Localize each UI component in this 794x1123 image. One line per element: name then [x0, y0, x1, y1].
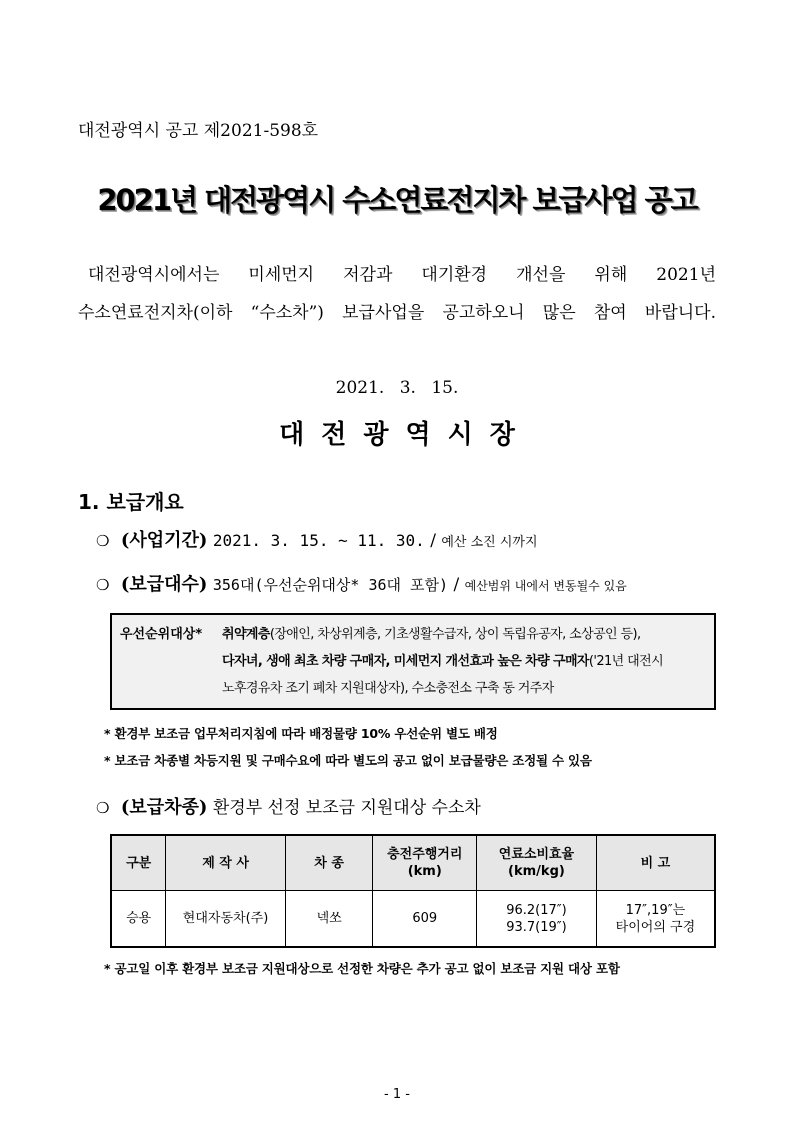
quantity-label: (보급대수) [120, 574, 208, 595]
cell-efficiency [477, 891, 597, 948]
header-efficiency [477, 835, 597, 891]
priority-line1: (장애인, 차상위계층, 기초생활수급자, 상이 독립유공자, 소상공인 등), [269, 627, 641, 642]
project-period-item [96, 526, 538, 552]
header-range-line1: 충전주행거리 [387, 847, 463, 862]
period-separator: / [430, 531, 436, 551]
section-heading: 1. 보급개요 [78, 490, 184, 514]
header-range-line2: (km) [407, 864, 442, 879]
priority-target-box [110, 613, 716, 710]
table-header-row [111, 835, 715, 891]
period-note: 예산 소진 시까지 [441, 535, 538, 550]
vehicle-type-label: (보급차종) [120, 797, 208, 818]
quantity-separator: / [453, 575, 460, 595]
circle-bullet-icon: ❍ [96, 576, 110, 594]
supply-quantity-item [96, 570, 627, 596]
issuer-name: 대전광역시장 [279, 420, 532, 450]
cell-range: 609 [373, 891, 477, 948]
cell-efficiency-line2: 93.7(19″) [506, 919, 567, 935]
header-category: 구분 [111, 835, 166, 891]
header-range [373, 835, 477, 891]
vehicle-table [110, 834, 716, 948]
period-value: 2021. 3. 15. ~ 11. 30. [212, 531, 425, 550]
period-label: (사업기간) [120, 530, 208, 551]
cell-category: 승용 [111, 891, 166, 948]
header-remark: 비 고 [596, 835, 715, 891]
quantity-value: 356대(우선순위대상* 36대 포함) [212, 576, 449, 594]
quantity-note: 예산범위 내에서 변동될수 있음 [464, 579, 627, 593]
cell-efficiency-line1: 96.2(17″) [506, 902, 567, 918]
cell-maker: 현대자동차(주) [166, 891, 286, 948]
cell-remark [596, 891, 715, 948]
page-number: - 1 - [384, 1087, 410, 1102]
notice-date: 2021. 3. 15. [335, 378, 459, 398]
priority-description [222, 621, 714, 702]
table-footnote: * 공고일 이후 환경부 보조금 지원대상으로 선정한 차량은 추가 공고 없이 보조금 지원 대상 포함 [104, 961, 620, 976]
circle-bullet-icon: ❍ [96, 532, 110, 550]
priority-label: 우선순위대상* [120, 627, 203, 642]
header-model: 차 종 [285, 835, 373, 891]
table-row [111, 891, 715, 948]
intro-line-1: 대전광역시에서는 미세먼지 저감과 대기환경 개선을 위해 2021년 [88, 265, 716, 285]
notice-number: 대전광역시 공고 제2021-598호 [78, 121, 319, 141]
cell-remark-line1: 17″,19″는 [625, 902, 686, 918]
footnote-2: * 보조금 차종별 차등지원 및 구매수요에 따라 별도의 공고 없이 보급물량은 조정될 수 있음 [104, 753, 592, 768]
intro-paragraph [78, 256, 716, 332]
header-efficiency-line2: (km/kg) [508, 864, 565, 879]
vehicle-type-item [96, 793, 481, 819]
cell-model: 넥쏘 [285, 891, 373, 948]
footnote-1: * 환경부 보조금 업무처리지침에 따라 배정물량 10% 우선순위 별도 배정 [104, 726, 498, 741]
intro-line-2: 수소연료전지차(이하 “수소차”) 보급사업을 공고하오니 많은 참여 바랍니다. [78, 303, 716, 323]
priority-line2: 다자녀, 생애 최초 차량 구매자, 미세먼지 개선효과 높은 차량 구매자 [222, 654, 589, 669]
priority-line1-bold: 취약계층 [222, 627, 270, 642]
header-efficiency-line1: 연료소비효율 [498, 847, 575, 862]
vehicle-type-value: 환경부 선정 보조금 지원대상 수소차 [212, 798, 481, 818]
document-title: 2021년 대전광역시 수소연료전지차 보급사업 공고 [97, 183, 697, 217]
priority-line2-tail: ('21년 대전시 [588, 654, 664, 669]
header-maker: 제 작 사 [166, 835, 286, 891]
priority-line3: 노후경유차 조기 폐차 지원대상자), 수소충전소 구축 동 거주자 [222, 681, 554, 696]
cell-remark-line2: 타이어의 구경 [615, 919, 696, 935]
circle-bullet-icon: ❍ [96, 799, 110, 817]
